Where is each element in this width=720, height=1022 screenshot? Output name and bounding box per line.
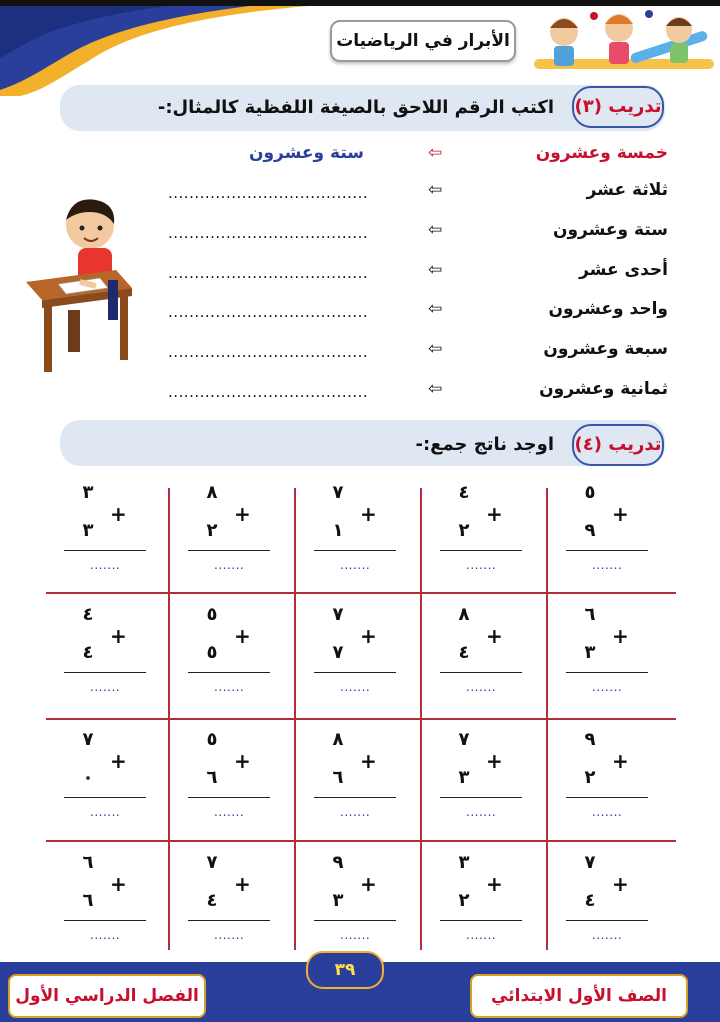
addend-top: ٧ bbox=[82, 729, 94, 750]
addend-bottom: ٤ bbox=[206, 890, 218, 911]
arrow-icon: ⇦ bbox=[428, 220, 443, 240]
addend-top: ٩ bbox=[332, 852, 344, 873]
addend-top: ٦ bbox=[82, 852, 94, 873]
plus-sign: + bbox=[612, 872, 629, 896]
sum-blank[interactable]: ....... bbox=[592, 680, 623, 694]
addend-bottom: ٢ bbox=[458, 520, 470, 541]
kids-illustration bbox=[534, 4, 714, 84]
answer-blank[interactable]: ...................................... bbox=[168, 224, 369, 242]
number-word: أحدى عشر bbox=[579, 260, 668, 280]
sum-blank[interactable]: ....... bbox=[592, 558, 623, 572]
addend-top: ٧ bbox=[332, 482, 344, 503]
plus-sign: + bbox=[110, 749, 127, 773]
addend-bottom: ٣ bbox=[584, 642, 596, 663]
sum-line bbox=[188, 920, 270, 921]
exercise-3-label: تدريب (٣) bbox=[572, 86, 664, 128]
sum-blank[interactable]: ....... bbox=[90, 805, 121, 819]
example-word: خمسة وعشرون bbox=[535, 143, 668, 163]
answer-blank[interactable]: ...................................... bbox=[168, 383, 369, 401]
sum-blank[interactable]: ....... bbox=[466, 928, 497, 942]
arrow-icon: ⇦ bbox=[428, 379, 443, 399]
plus-sign: + bbox=[486, 749, 503, 773]
grid-horizontal-line bbox=[46, 592, 676, 594]
arrow-icon: ⇦ bbox=[428, 299, 443, 319]
arrow-icon: ⇦ bbox=[428, 260, 443, 280]
sum-blank[interactable]: ....... bbox=[592, 928, 623, 942]
answer-blank[interactable]: ...................................... bbox=[168, 343, 369, 361]
sum-line bbox=[566, 550, 648, 551]
addend-top: ٤ bbox=[458, 482, 470, 503]
addend-bottom: ٥ bbox=[206, 642, 218, 663]
sum-blank[interactable]: ....... bbox=[214, 680, 245, 694]
sum-blank[interactable]: ....... bbox=[90, 680, 121, 694]
plus-sign: + bbox=[234, 749, 251, 773]
sum-line bbox=[440, 672, 522, 673]
sum-blank[interactable]: ....... bbox=[466, 558, 497, 572]
sum-blank[interactable]: ....... bbox=[340, 928, 371, 942]
example-arrow-icon: ⇦ bbox=[428, 143, 443, 163]
addend-bottom: ٦ bbox=[82, 890, 94, 911]
number-word: واحد وعشرون bbox=[548, 299, 668, 319]
plus-sign: + bbox=[234, 872, 251, 896]
sum-line bbox=[314, 672, 396, 673]
addend-bottom: ١ bbox=[332, 520, 344, 541]
sum-blank[interactable]: ....... bbox=[340, 805, 371, 819]
addend-bottom: ٤ bbox=[82, 642, 94, 663]
plus-sign: + bbox=[110, 872, 127, 896]
addend-top: ٨ bbox=[458, 604, 470, 625]
plus-sign: + bbox=[360, 502, 377, 526]
addend-top: ٣ bbox=[82, 482, 94, 503]
page-number: ٣٩ bbox=[306, 951, 384, 989]
sum-blank[interactable]: ....... bbox=[592, 805, 623, 819]
sum-line bbox=[314, 797, 396, 798]
sum-line bbox=[314, 550, 396, 551]
sum-line bbox=[440, 797, 522, 798]
sum-line bbox=[64, 920, 146, 921]
arrow-icon: ⇦ bbox=[428, 339, 443, 359]
addend-top: ٨ bbox=[332, 729, 344, 750]
sum-blank[interactable]: ....... bbox=[90, 558, 121, 572]
grid-horizontal-line bbox=[46, 840, 676, 842]
sum-line bbox=[566, 920, 648, 921]
addend-bottom: ٣ bbox=[332, 890, 344, 911]
sum-line bbox=[64, 550, 146, 551]
number-word: ثلاثة عشر bbox=[586, 180, 668, 200]
plus-sign: + bbox=[486, 624, 503, 648]
number-word: ستة وعشرون bbox=[552, 220, 668, 240]
addend-bottom: ٢ bbox=[458, 890, 470, 911]
sum-line bbox=[64, 797, 146, 798]
addend-top: ٣ bbox=[458, 852, 470, 873]
addend-top: ٧ bbox=[584, 852, 596, 873]
sum-blank[interactable]: ....... bbox=[340, 558, 371, 572]
sum-line bbox=[314, 920, 396, 921]
addend-top: ٦ bbox=[584, 604, 596, 625]
plus-sign: + bbox=[110, 502, 127, 526]
boy-writing-illustration bbox=[20, 190, 140, 380]
sum-blank[interactable]: ....... bbox=[340, 680, 371, 694]
exercise-4-instruction: اوجد ناتج جمع:- bbox=[415, 434, 554, 455]
sum-line bbox=[440, 920, 522, 921]
grid-horizontal-line bbox=[46, 718, 676, 720]
addend-bottom: ٣ bbox=[458, 767, 470, 788]
addend-top: ٥ bbox=[206, 729, 218, 750]
plus-sign: + bbox=[360, 749, 377, 773]
answer-blank[interactable]: ...................................... bbox=[168, 184, 369, 202]
exercise-3-instruction: اكتب الرقم اللاحق بالصيغة اللفظية كالمثال:- bbox=[157, 97, 554, 118]
addend-bottom: ٤ bbox=[458, 642, 470, 663]
plus-sign: + bbox=[612, 502, 629, 526]
sum-line bbox=[64, 672, 146, 673]
grade-label: الصف الأول الابتدائي bbox=[470, 974, 688, 1018]
addend-bottom: ٠ bbox=[82, 767, 94, 788]
plus-sign: + bbox=[234, 624, 251, 648]
sum-blank[interactable]: ....... bbox=[214, 805, 245, 819]
addend-top: ٧ bbox=[332, 604, 344, 625]
addend-bottom: ٦ bbox=[206, 767, 218, 788]
sum-line bbox=[440, 550, 522, 551]
addend-bottom: ٢ bbox=[584, 767, 596, 788]
number-word: سبعة وعشرون bbox=[543, 339, 668, 359]
addend-top: ٧ bbox=[206, 852, 218, 873]
answer-blank[interactable]: ...................................... bbox=[168, 303, 369, 321]
addend-top: ٩ bbox=[584, 729, 596, 750]
plus-sign: + bbox=[360, 872, 377, 896]
sum-line bbox=[188, 672, 270, 673]
example-answer: ستة وعشرون bbox=[248, 143, 364, 163]
arrow-icon: ⇦ bbox=[428, 180, 443, 200]
plus-sign: + bbox=[612, 749, 629, 773]
addend-top: ٧ bbox=[458, 729, 470, 750]
addend-bottom: ٧ bbox=[332, 642, 344, 663]
addend-bottom: ٣ bbox=[82, 520, 94, 541]
sum-line bbox=[188, 797, 270, 798]
page-title: الأبرار في الرياضيات bbox=[330, 20, 516, 62]
sum-blank[interactable]: ....... bbox=[466, 805, 497, 819]
sum-line bbox=[188, 550, 270, 551]
addend-bottom: ٤ bbox=[584, 890, 596, 911]
plus-sign: + bbox=[360, 624, 377, 648]
plus-sign: + bbox=[486, 872, 503, 896]
plus-sign: + bbox=[612, 624, 629, 648]
number-word: ثمانية وعشرون bbox=[539, 379, 668, 399]
plus-sign: + bbox=[234, 502, 251, 526]
addend-bottom: ٢ bbox=[206, 520, 218, 541]
plus-sign: + bbox=[110, 624, 127, 648]
addend-bottom: ٦ bbox=[332, 767, 344, 788]
term-label: الفصل الدراسي الأول bbox=[8, 974, 206, 1018]
addend-bottom: ٩ bbox=[584, 520, 596, 541]
sum-blank[interactable]: ....... bbox=[90, 928, 121, 942]
header-wave-decoration bbox=[0, 0, 330, 96]
sum-blank[interactable]: ....... bbox=[214, 928, 245, 942]
addend-top: ٥ bbox=[206, 604, 218, 625]
sum-blank[interactable]: ....... bbox=[466, 680, 497, 694]
exercise-4-label: تدريب (٤) bbox=[572, 424, 664, 466]
answer-blank[interactable]: ...................................... bbox=[168, 264, 369, 282]
addend-top: ٨ bbox=[206, 482, 218, 503]
addend-top: ٥ bbox=[584, 482, 596, 503]
sum-line bbox=[566, 672, 648, 673]
addend-top: ٤ bbox=[82, 604, 94, 625]
plus-sign: + bbox=[486, 502, 503, 526]
sum-line bbox=[566, 797, 648, 798]
sum-blank[interactable]: ....... bbox=[214, 558, 245, 572]
